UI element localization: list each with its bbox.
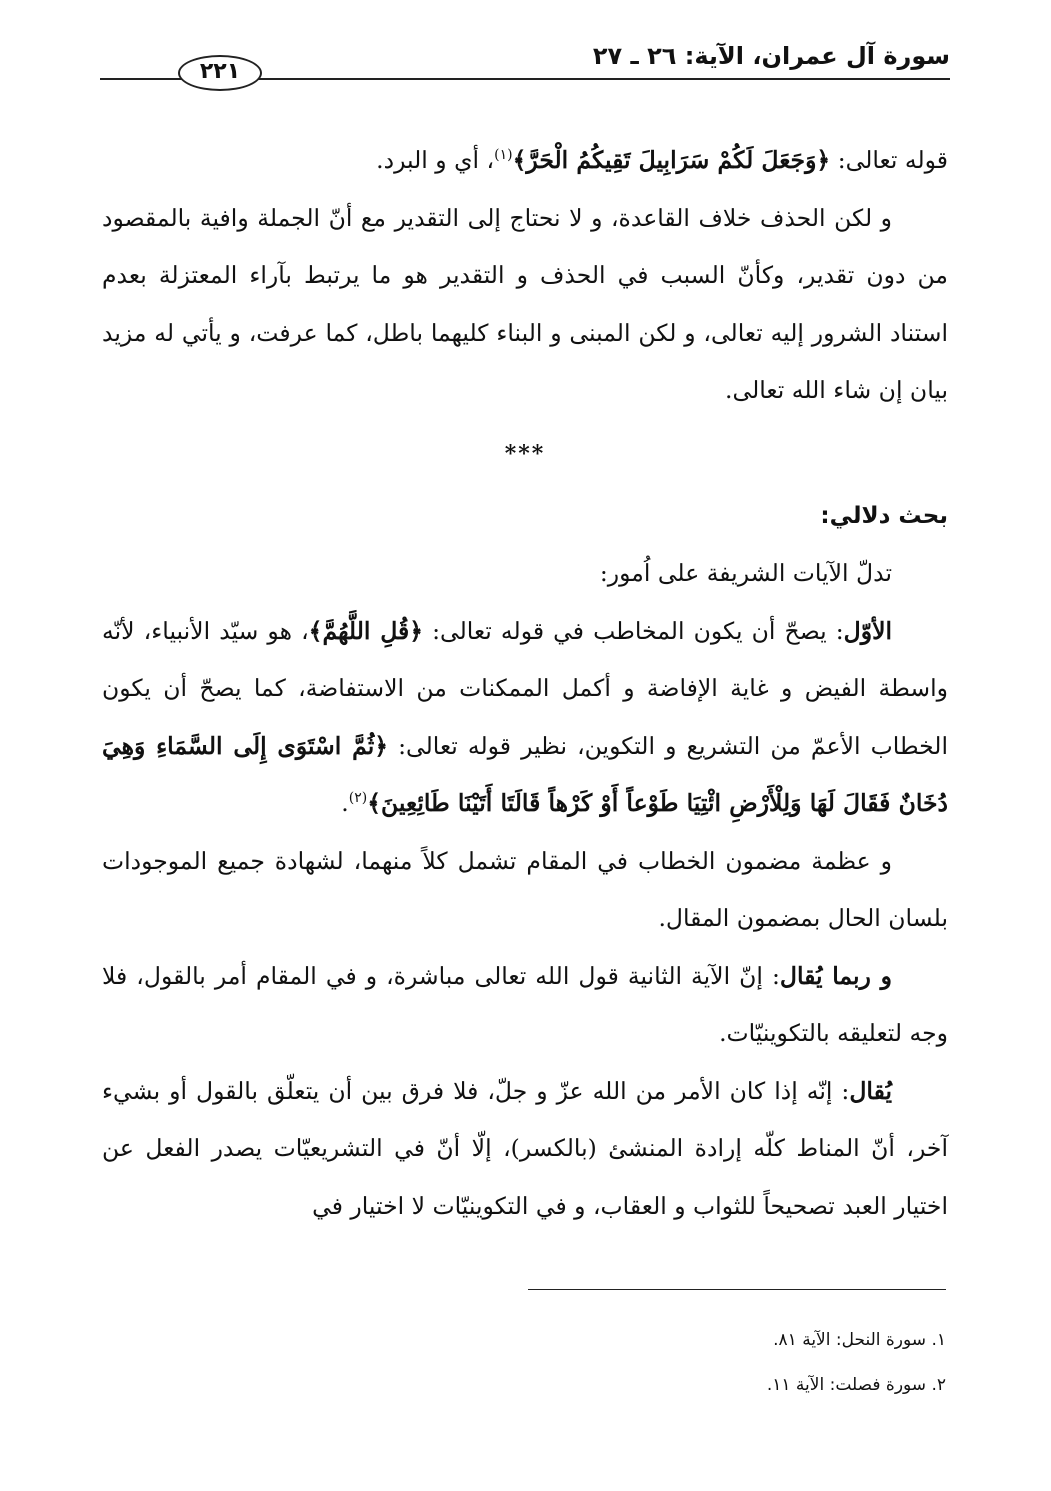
- paragraph-1: [102, 132, 948, 190]
- text-run: قوله تعالى:: [830, 146, 948, 174]
- text-run: : إنّه إذا كان الأمر من الله عزّ و جلّ، فلا فرق بين أن يتعلّق بالقول أو بشيء آخر، أنّ المناط كلّه إرادة المنشئ (بالكسر)، إلّا أنّ في التشريعيّات يصدر الفعل عن اختيار العبد تصحيحاً للثواب و العقاب، و في التكوينيّات لا اختيار في: [102, 1076, 948, 1220]
- quran-quote: ﴿ثُمَّ اسْتَوَى إِلَى السَّمَاءِ وَهِيَ دُخَانٌ فَقَالَ لَهَا وَلِلْأَرْضِ ائْتِيَا طَوْعاً أَوْ كَرْهاً قَالَتَا أَتَيْنَا طَائِعِينَ﴾: [102, 731, 948, 817]
- text-run: .: [341, 789, 349, 817]
- text-run: : إنّ الآية الثانية قول الله تعالى مباشرة، و في المقام أمر بالقول، فلا وجه لتعليقه بالتكوينيّات.: [102, 961, 948, 1047]
- quran-quote: ﴿وَجَعَلَ لَكُمْ سَرَابِيلَ تَقِيكُمُ الْحَرَّ﴾: [512, 146, 831, 174]
- paragraph-2: و لكن الحذف خلاف القاعدة، و لا نحتاج إلى التقدير مع أنّ الجملة وافية بالمقصود من دون تقدير، وكأنّ السبب في الحذف و التقدير هو ما يرتبط بآراء المعتزلة بعدم استناد الشرور إليه تعالى، و لكن المبنى و البناء كليهما باطل، كما عرفت، و يأتي له مزيد بيان إن شاء الله تعالى.: [102, 203, 948, 404]
- page-header: [100, 38, 950, 82]
- paragraph-5: و عظمة مضمون الخطاب في المقام تشمل كلاً منهما، لشهادة جميع الموجودات بلسان الحال بمضمون المقال.: [102, 846, 948, 932]
- header-title: سورة آل عمران، الآية: ٢٦ ـ ٢٧: [592, 42, 950, 70]
- main-text: [102, 132, 948, 1235]
- paragraph-4: [102, 603, 948, 833]
- section-title: بحث دلالي:: [820, 502, 948, 529]
- footnote-2: ٢. سورة فصلت: الآية ١١.: [766, 1375, 946, 1395]
- paragraph-3: تدلّ الآيات الشريفة على اُمور:: [599, 559, 892, 587]
- paragraph-lead: الأوّل: [843, 616, 892, 645]
- text-run: ، أي و البرد.: [376, 146, 495, 174]
- footnotes: [528, 1318, 946, 1408]
- paragraph-7: [102, 1063, 948, 1236]
- footnote-ref: (٢): [348, 790, 368, 807]
- paragraph-lead: و ربما يُقال: [779, 961, 892, 990]
- text-run: ، هو سيّد الأنبياء، لأنّه واسطة الفيض و غاية الإفاضة و أكمل الممكنات من الاستفاضة، كما يصحّ أن يكون الخطاب الأعمّ من التشريع و التكوين، نظير قوله تعالى:: [102, 616, 948, 760]
- text-run: : يصحّ أن يكون المخاطب في قوله تعالى:: [423, 616, 844, 645]
- section-separator: ***: [504, 440, 546, 467]
- footnote-1: ١. سورة النحل: الآية ٨١.: [773, 1330, 946, 1350]
- paragraph-6: [102, 948, 948, 1063]
- quran-quote: ﴿قُلِ اللَّهُمَّ﴾: [308, 616, 424, 645]
- footnote-ref: (١): [494, 147, 513, 164]
- paragraph-lead: يُقال: [849, 1076, 892, 1105]
- page-number: ٢٢١: [178, 55, 262, 91]
- footnote-rule: [528, 1289, 946, 1290]
